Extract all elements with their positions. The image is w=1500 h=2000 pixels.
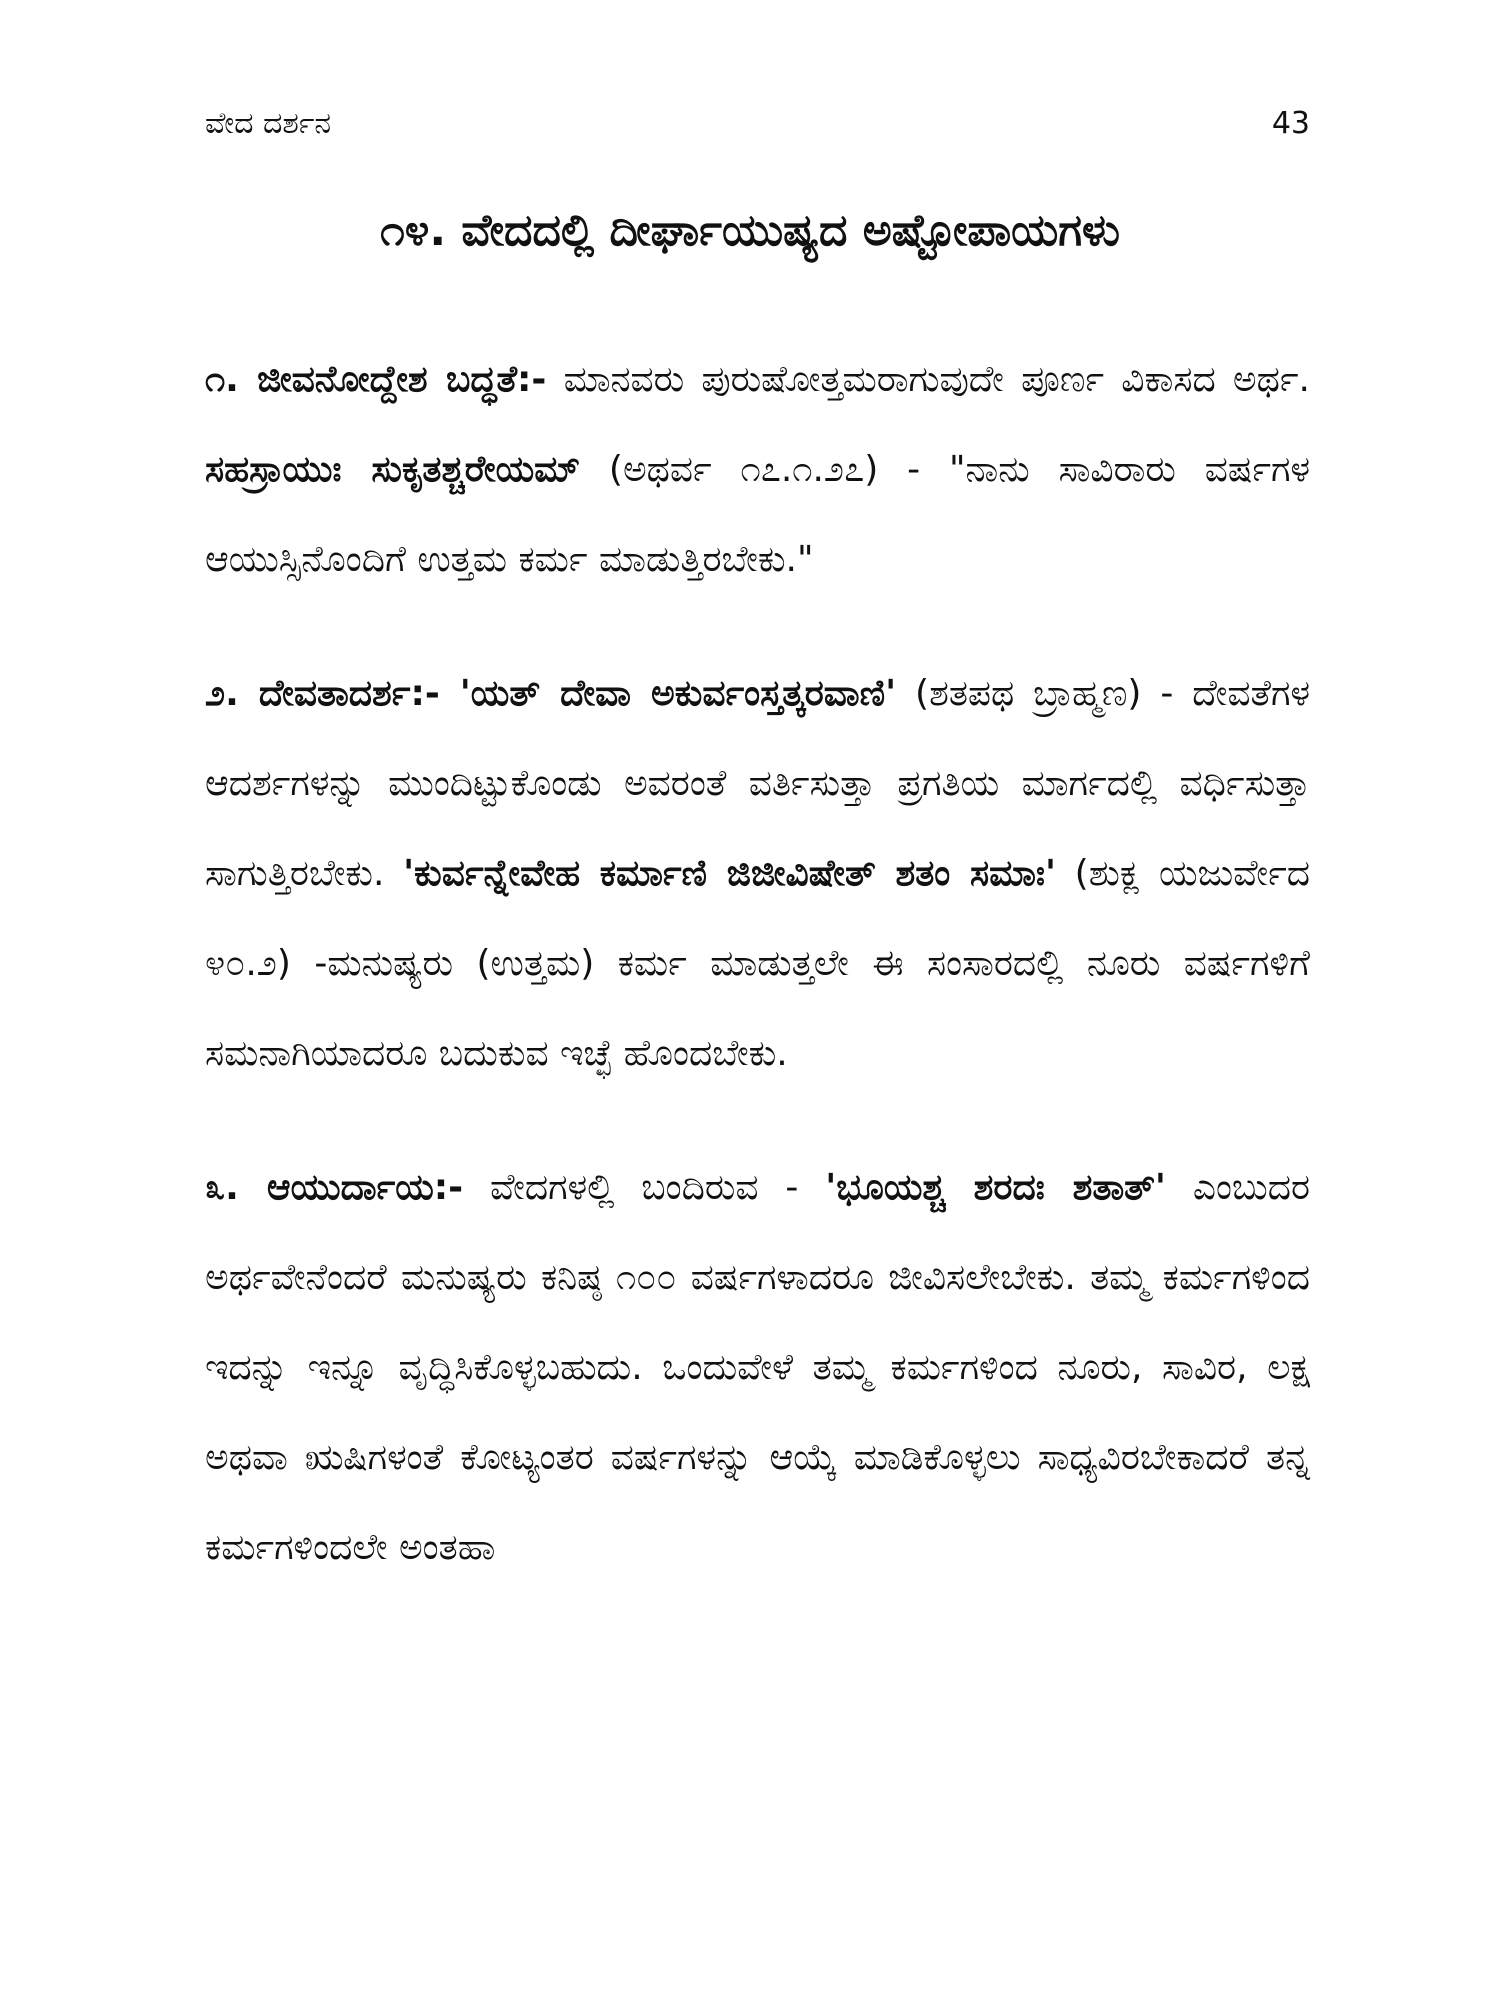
- paragraph-2-quote-b: 'ಕುರ್ವನ್ನೇವೇಹ ಕರ್ಮಾಣಿ ಜಿಜೀವಿಷೇತ್ ಶತಂ ಸಮಾಃ': [403, 853, 1057, 894]
- paragraph-2: [205, 649, 1310, 1099]
- paragraph-1: [205, 335, 1310, 605]
- paragraph-2-quote-a: 'ಯತ್ ದೇವಾ ಅಕುರ್ವಂಸ್ತತ್ಕರವಾಣಿ': [439, 673, 897, 714]
- paragraph-1-text-b: (ಅಥರ್ವ ೧೭.೧.೨೭) - "ನಾನು ಸಾವಿರಾರು ವರ್ಷಗಳ ಆಯುಸ್ಸಿನೊಂದಿಗೆ ಉತ್ತಮ ಕರ್ಮ ಮಾಡುತ್ತಿರಬೇಕು.": [205, 449, 1310, 580]
- paragraph-3-quote: 'ಭೂಯಶ್ಚ ಶರದಃ ಶತಾತ್': [825, 1167, 1166, 1208]
- paragraph-1-quote: ಸಹಸ್ರಾಯುಃ ಸುಕೃತಶ್ಚರೇಯಮ್: [205, 449, 581, 490]
- paragraph-3-text-a: ವೇದಗಳಲ್ಲಿ ಬಂದಿರುವ -: [463, 1167, 826, 1208]
- running-header: [205, 98, 1310, 148]
- body-text: [205, 335, 1310, 1593]
- paragraph-3: [205, 1143, 1310, 1593]
- page-number: 43: [1271, 105, 1310, 141]
- running-title: ವೇದ ದರ್ಶನ: [205, 105, 332, 141]
- paragraph-1-heading: ೧. ಜೀವನೋದ್ದೇಶ ಬದ್ಧತೆ:-: [205, 359, 547, 400]
- paragraph-1-text-a: ಮಾನವರು ಪುರುಷೋತ್ತಮರಾಗುವುದೇ ಪೂರ್ಣ ವಿಕಾಸದ ಅರ್ಥ.: [546, 359, 1310, 400]
- paragraph-2-text-b: (ಶುಕ್ಲ ಯಜುರ್ವೇದ ೪೦.೨) -ಮನುಷ್ಯರು (ಉತ್ತಮ) ಕರ್ಮ ಮಾಡುತ್ತಲೇ ಈ ಸಂಸಾರದಲ್ಲಿ ನೂರು ವರ್ಷಗಳಿಗೆ ಸಮನಾಗಿಯಾದರೂ ಬದುಕುವ ಇಚ್ಛೆ ಹೊಂದಬೇಕು.: [205, 853, 1310, 1074]
- paragraph-3-heading: ೩. ಆಯುರ್ದಾಯ:-: [205, 1167, 464, 1208]
- paragraph-3-text-b: ಎಂಬುದರ ಅರ್ಥವೇನೆಂದರೆ ಮನುಷ್ಯರು ಕನಿಷ್ಠ ೧೦೦ ವರ್ಷಗಳಾದರೂ ಜೀವಿಸಲೇಬೇಕು. ತಮ್ಮ ಕರ್ಮಗಳಿಂದ ಇದನ್ನು ಇನ್ನೂ ವೃದ್ಧಿಸಿಕೊಳ್ಳಬಹುದು. ಒಂದುವೇಳೆ ತಮ್ಮ ಕರ್ಮಗಳಿಂದ ನೂರು, ಸಾವಿರ, ಲಕ್ಷ ಅಥವಾ ಋಷಿಗಳಂತೆ ಕೋಟ್ಯಂತರ ವರ್ಷಗಳನ್ನು ಆಯ್ಕೆ ಮಾಡಿಕೊಳ್ಳಲು ಸಾಧ್ಯವಿರಬೇಕಾದರೆ ತನ್ನ ಕರ್ಮಗಳಿಂದಲೇ ಅಂತಹಾ: [205, 1167, 1311, 1568]
- paragraph-2-text-a: (ಶತಪಥ ಬ್ರಾಹ್ಮಣ) - ದೇವತೆಗಳ ಆದರ್ಶಗಳನ್ನು ಮುಂದಿಟ್ಟುಕೊಂಡು ಅವರಂತೆ ವರ್ತಿಸುತ್ತಾ ಪ್ರಗತಿಯ ಮಾರ್ಗದಲ್ಲಿ ವರ್ಧಿಸುತ್ತಾ ಸಾಗುತ್ತಿರಬೇಕು.: [205, 673, 1310, 894]
- paragraph-2-heading: ೨. ದೇವತಾದರ್ಶ:-: [205, 673, 440, 714]
- chapter-title: ೧೪. ವೇದದಲ್ಲಿ ದೀರ್ಘಾಯುಷ್ಯದ ಅಷ್ಟೋಪಾಯಗಳು: [380, 205, 1120, 256]
